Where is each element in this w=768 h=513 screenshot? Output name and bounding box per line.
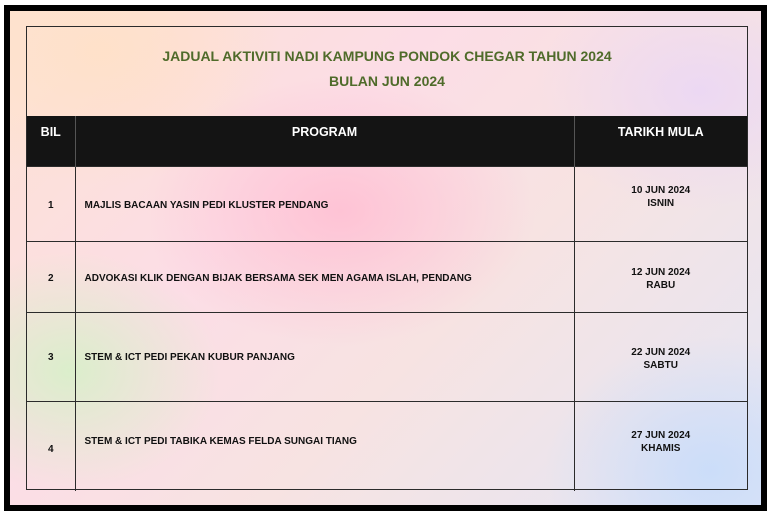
- row-number: 4: [47, 443, 54, 455]
- table-row: [27, 241, 747, 312]
- row-number-cell: [27, 241, 75, 312]
- program-cell: [75, 312, 574, 401]
- date-cell: [574, 166, 747, 241]
- program-cell: [75, 166, 574, 241]
- program-cell: [75, 401, 574, 491]
- poster-frame: [4, 5, 767, 511]
- program-name: STEM & ICT PEDI TABIKA KEMAS FELDA SUNGAI TIANG: [84, 435, 357, 447]
- row-number: 3: [47, 351, 54, 363]
- table-row: [27, 166, 747, 241]
- schedule-container: [26, 26, 748, 490]
- column-header-tarikh-mula: TARIKH MULA: [574, 116, 747, 166]
- date-cell: [574, 241, 747, 312]
- column-header-bil: BIL: [27, 116, 75, 166]
- date-cell: [574, 401, 747, 491]
- table-row: [27, 312, 747, 401]
- program-name: ADVOKASI KLIK DENGAN BIJAK BERSAMA SEK MEN AGAMA ISLAH, PENDANG: [84, 272, 472, 284]
- date-cell: [574, 312, 747, 401]
- start-date: 27 JUN 2024: [631, 429, 691, 441]
- start-day: RABU: [646, 279, 676, 291]
- row-number-cell: [27, 312, 75, 401]
- column-header-program: PROGRAM: [75, 116, 574, 166]
- start-day: SABTU: [643, 359, 678, 371]
- start-date: 10 JUN 2024: [631, 184, 691, 196]
- table-row: [27, 401, 747, 491]
- page-subtitle: BULAN JUN 2024: [329, 73, 445, 89]
- start-date: 22 JUN 2024: [631, 346, 691, 358]
- start-day: KHAMIS: [641, 442, 681, 454]
- title-block: [27, 27, 747, 116]
- row-number: 2: [47, 272, 54, 284]
- program-cell: [75, 241, 574, 312]
- row-number-cell: [27, 401, 75, 491]
- start-date: 12 JUN 2024: [631, 266, 691, 278]
- row-number-cell: [27, 166, 75, 241]
- row-number: 1: [47, 199, 54, 211]
- program-name: STEM & ICT PEDI PEKAN KUBUR PANJANG: [84, 351, 295, 363]
- start-day: ISNIN: [647, 197, 675, 209]
- table-header-row: [27, 116, 747, 166]
- schedule-table: [27, 116, 747, 491]
- program-name: MAJLIS BACAAN YASIN PEDI KLUSTER PENDANG: [84, 199, 329, 211]
- page-title: JADUAL AKTIVITI NADI KAMPUNG PONDOK CHEGAR TAHUN 2024: [162, 48, 612, 64]
